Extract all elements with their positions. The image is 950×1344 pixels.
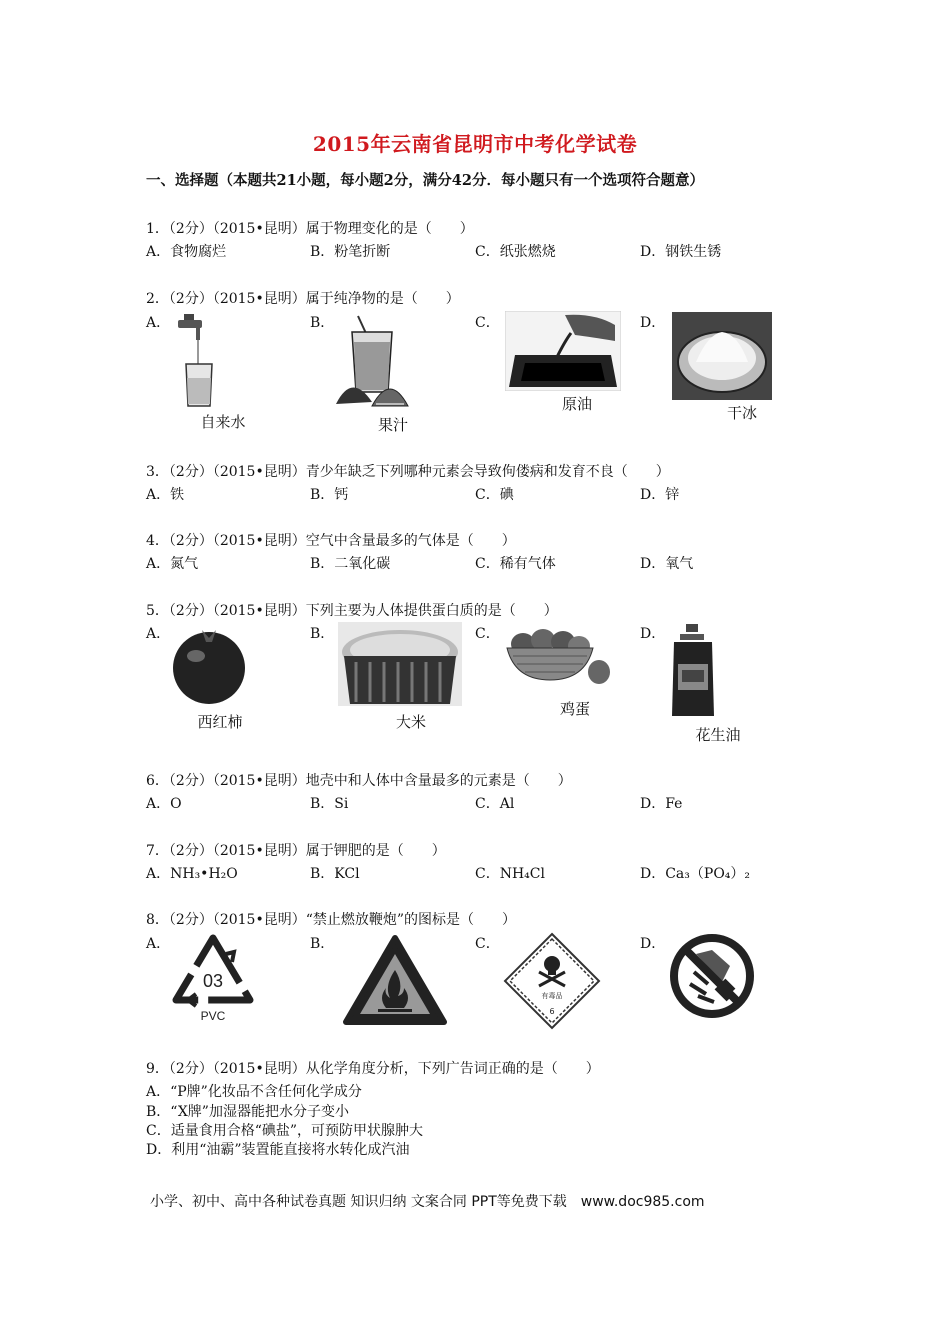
q2-caption-b: 果汁 (377, 416, 408, 434)
q3-option-b: B．钙 (310, 487, 349, 503)
q5-label-c: C． (475, 626, 500, 642)
question-9-stem: 9．（2分）（2015•昆明）从化学角度分析，下列广告词正确的是（ ） (146, 1061, 600, 1077)
q5-caption-b: 大米 (395, 713, 426, 731)
q6-option-c: C．Al (475, 796, 515, 812)
q6-option-d: D．Fe (640, 796, 683, 812)
q9-option-b: B．“X牌”加湿器能把水分子变小 (146, 1104, 349, 1120)
q3-option-d: D．锌 (640, 487, 680, 503)
toxic-substance-icon (503, 932, 601, 1030)
tomato-image (168, 620, 250, 706)
q9-option-d: D．利用“油霸”装置能直接将水转化成汽油 (146, 1142, 410, 1158)
section-heading: 一、选择题（本题共21小题，每小题2分，满分42分．每小题只有一个选项符合题意） (146, 172, 704, 189)
q5-label-a: A． (146, 626, 171, 642)
recycle-pvc-icon (168, 932, 258, 1024)
q5-caption-c: 鸡蛋 (559, 700, 590, 718)
q1-option-d: D．钢铁生锈 (640, 244, 722, 260)
q3-option-a: A．铁 (146, 487, 185, 503)
q5-caption-a: 西红柿 (197, 713, 243, 731)
dry-ice-image (672, 312, 772, 400)
q1-option-a: A．食物腐烂 (146, 244, 227, 260)
question-1-stem: 1．（2分）（2015•昆明）属于物理变化的是（ ） (146, 221, 474, 237)
q2-caption-d: 干冰 (726, 404, 757, 422)
q5-caption-d: 花生油 (695, 726, 741, 744)
q6-option-a: A．O (146, 796, 182, 812)
no-firecrackers-icon (668, 932, 756, 1020)
q4-option-a: A．氮气 (146, 556, 199, 572)
question-7-stem: 7．（2分）（2015•昆明）属于钾肥的是（ ） (146, 843, 446, 859)
q9-option-a: A．“P牌”化妆品不含任何化学成分 (146, 1084, 362, 1100)
question-2-stem: 2．（2分）（2015•昆明）属于纯净物的是（ ） (146, 291, 460, 307)
q2-caption-a: 自来水 (200, 413, 246, 431)
q8-label-c: C． (475, 936, 500, 952)
peanut-oil-image (668, 622, 718, 718)
q2-label-b: B． (310, 315, 335, 331)
toxic-label: 有毒品 (541, 992, 563, 1000)
q5-label-b: B． (310, 626, 335, 642)
q5-label-d: D． (640, 626, 666, 642)
question-4-stem: 4．（2分）（2015•昆明）空气中含量最多的气体是（ ） (146, 533, 516, 549)
question-3-stem: 3．（2分）（2015•昆明）青少年缺乏下列哪种元素会导致佝偻病和发育不良（ ） (146, 464, 670, 480)
page-title: 2015年云南省昆明市中考化学试卷 (312, 132, 638, 156)
juice-image (332, 312, 412, 412)
recycle-code: PVC (200, 1009, 226, 1023)
q7-option-b: B．KCl (310, 866, 360, 882)
q9-option-c: C．适量食用合格“碘盐”，可预防甲状腺肿大 (146, 1123, 424, 1139)
footer-text: 小学、初中、高中各种试卷真题 知识归纳 文案合同 PPT等免费下载 www.doc985.com (150, 1194, 705, 1210)
q7-option-d: D．Ca₃（PO₄）₂ (640, 866, 751, 882)
q6-option-b: B．Si (310, 796, 349, 812)
q1-option-c: C．纸张燃烧 (475, 244, 556, 260)
q4-option-c: C．稀有气体 (475, 556, 556, 572)
q2-label-a: A． (146, 315, 171, 331)
toxic-class: 6 (549, 1007, 555, 1016)
recycle-number: 03 (202, 971, 224, 991)
question-8-stem: 8．（2分）（2015•昆明）“禁止燃放鞭炮”的图标是（ ） (146, 912, 517, 928)
q4-option-d: D．氧气 (640, 556, 694, 572)
crude-oil-image (505, 311, 621, 391)
q3-option-c: C．碘 (475, 487, 514, 503)
q8-label-b: B． (310, 936, 335, 952)
flammable-warning-icon (340, 932, 450, 1028)
q7-option-c: C．NH₄Cl (475, 866, 545, 882)
q2-label-c: C． (475, 315, 500, 331)
tap-water-image (170, 312, 220, 408)
q2-label-d: D． (640, 315, 666, 331)
q7-option-a: A．NH₃•H₂O (146, 866, 238, 882)
q1-option-b: B．粉笔折断 (310, 244, 391, 260)
q4-option-b: B．二氧化碳 (310, 556, 391, 572)
eggs-image (503, 622, 613, 688)
q8-label-a: A． (146, 936, 171, 952)
rice-image (338, 622, 462, 706)
question-5-stem: 5．（2分）（2015•昆明）下列主要为人体提供蛋白质的是（ ） (146, 603, 558, 619)
q8-label-d: D． (640, 936, 666, 952)
question-6-stem: 6．（2分）（2015•昆明）地壳中和人体中含量最多的元素是（ ） (146, 773, 572, 789)
q2-caption-c: 原油 (561, 395, 592, 413)
